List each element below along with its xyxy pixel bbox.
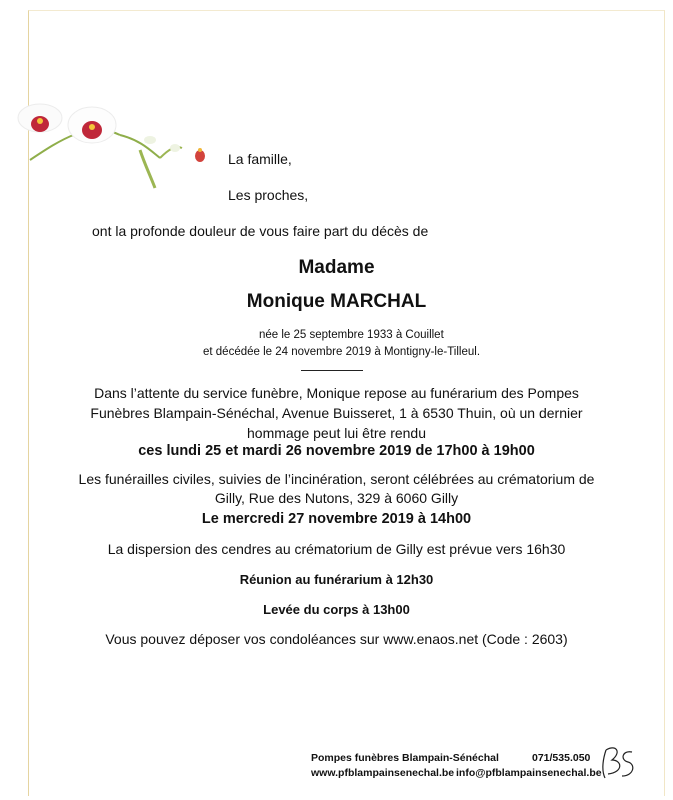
birth-info: née le 25 septembre 1933 à Couillet — [259, 329, 444, 341]
death-info: et décédée le 24 novembre 2019 à Montigny-le-Tilleul. — [203, 346, 481, 358]
viewing-dates: ces lundi 25 et mardi 26 novembre 2019 de 17h00 à 19h00 — [138, 443, 535, 459]
footer-company: Pompes funèbres Blampain-Sénéchal — [311, 752, 499, 764]
orchid-flower-image — [0, 80, 230, 200]
separator-line — [301, 370, 363, 371]
company-logo-icon — [598, 742, 640, 782]
funeral-date: Le mercredi 27 novembre 2019 à 14h00 — [201, 511, 472, 527]
deceased-title: Madame — [298, 257, 375, 278]
deceased-name: Monique MARCHAL — [246, 291, 427, 312]
viewing-line-2: Funèbres Blampain-Sénéchal, Avenue Buisseret, 1 à 6530 Thuin, où un dernier — [90, 405, 583, 421]
relatives-line: Les proches, — [228, 187, 309, 203]
footer-email: info@pfblampainsenechal.be — [456, 767, 602, 779]
family-line: La famille, — [228, 151, 292, 167]
viewing-line-3: hommage peut lui être rendu — [247, 425, 426, 441]
funeral-line-1: Les funérailles civiles, suivies de l’incinération, seront célébrées au crématorium de — [78, 471, 595, 487]
meeting-text: Réunion au funérarium à 12h30 — [239, 572, 434, 587]
funeral-line-2: Gilly, Rue des Nutons, 329 à 6060 Gilly — [214, 490, 459, 506]
announcement-text: ont la profonde douleur de vous faire part du décès de — [92, 223, 429, 239]
condolences-text: Vous pouvez déposer vos condoléances sur www.enaos.net (Code : 2603) — [105, 631, 568, 647]
dispersion-text: La dispersion des cendres au crématorium de Gilly est prévue vers 16h30 — [107, 541, 566, 557]
footer-website: www.pfblampainsenechal.be — [311, 767, 455, 779]
viewing-line-1: Dans l’attente du service funèbre, Monique repose au funérarium des Pompes — [94, 385, 579, 401]
footer-phone: 071/535.050 — [532, 752, 591, 764]
departure-text: Levée du corps à 13h00 — [263, 602, 410, 617]
